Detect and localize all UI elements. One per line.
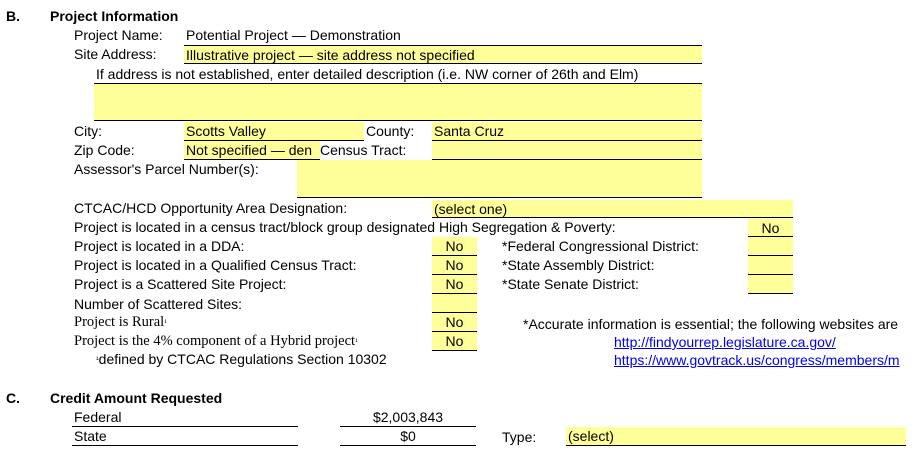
- footnote: $^{^1}$defined by CTCAC Regulations Section 10302: [96, 351, 387, 367]
- assembly-field[interactable]: [748, 256, 793, 275]
- dda-select[interactable]: No: [432, 237, 477, 256]
- site-address-field[interactable]: Illustrative project — site address not specified: [184, 45, 702, 64]
- section-b-letter: B.: [6, 8, 20, 24]
- num-scattered-field[interactable]: [432, 294, 477, 313]
- county-label: County:: [366, 123, 415, 139]
- hybrid-label: Project is the 4% component of a Hybrid project$^{^1}$: [74, 333, 358, 349]
- high-seg-label: Project is located in a census tract/block group designated High Segregation & Poverty:: [74, 219, 616, 235]
- census-tract-field[interactable]: [432, 141, 702, 160]
- dda-label: Project is located in a DDA:: [74, 238, 245, 254]
- footnote-mark: ¹: [355, 337, 358, 346]
- rural-select[interactable]: No: [432, 313, 477, 332]
- qct-select[interactable]: No: [432, 256, 477, 275]
- num-scattered-label: Number of Scattered Sites:: [74, 296, 243, 312]
- footnote-mark: ¹: [164, 318, 167, 327]
- section-c-letter: C.: [6, 390, 20, 406]
- city-field[interactable]: Scotts Valley: [184, 122, 364, 141]
- type-label: Type:: [502, 429, 537, 445]
- type-select[interactable]: (select): [566, 427, 906, 446]
- census-tract-label: Census Tract:: [320, 142, 407, 158]
- senate-label: *State Senate District:: [502, 276, 639, 292]
- address-instruction: If address is not established, enter detailed description (i.e. NW corner of 26th and Elm): [96, 66, 639, 82]
- rural-label: Project is Rural$^{^1}$: [74, 314, 167, 330]
- state-amount-underline: [340, 445, 476, 446]
- scattered-label: Project is a Scattered Site Project:: [74, 276, 287, 292]
- congress-field[interactable]: [748, 237, 793, 256]
- apn-label: Assessor's Parcel Number(s):: [74, 161, 259, 177]
- opportunity-select[interactable]: (select one): [432, 200, 793, 218]
- scattered-select[interactable]: No: [432, 275, 477, 294]
- findyourrep-link[interactable]: http://findyourrep.legislature.ca.gov/: [614, 334, 836, 350]
- hybrid-select[interactable]: No: [432, 332, 477, 351]
- site-address-label: Site Address:: [74, 46, 157, 62]
- zip-field[interactable]: Not specified — den: [184, 141, 320, 160]
- project-name-value: Potential Project — Demonstration: [186, 27, 401, 43]
- city-label: City:: [74, 123, 102, 139]
- section-c-title: Credit Amount Requested: [50, 390, 223, 406]
- section-b-title: Project Information: [50, 8, 179, 24]
- assembly-label: *State Assembly District:: [502, 257, 655, 273]
- state-label-underline: [72, 445, 298, 446]
- federal-label: Federal: [74, 409, 122, 425]
- high-seg-select[interactable]: No: [748, 219, 793, 237]
- county-field[interactable]: Santa Cruz: [432, 122, 702, 141]
- federal-amount[interactable]: $2,003,843: [372, 409, 444, 425]
- project-name-label: Project Name:: [74, 27, 163, 43]
- state-label: State: [74, 428, 107, 444]
- senate-field[interactable]: [748, 275, 793, 294]
- zip-label: Zip Code:: [74, 142, 135, 158]
- congress-label: *Federal Congressional District:: [502, 238, 699, 254]
- apn-field[interactable]: [297, 160, 702, 198]
- state-amount[interactable]: $0: [400, 428, 416, 444]
- opportunity-label: CTCAC/HCD Opportunity Area Designation:: [74, 200, 348, 216]
- govtrack-link[interactable]: https://www.govtrack.us/congress/members/m: [614, 352, 900, 368]
- address-description-field[interactable]: [94, 83, 702, 121]
- accurate-note: *Accurate information is essential; the following websites are: [523, 316, 899, 332]
- footnote-mark: ¹: [96, 355, 99, 364]
- qct-label: Project is located in a Qualified Census Tract:: [74, 257, 357, 273]
